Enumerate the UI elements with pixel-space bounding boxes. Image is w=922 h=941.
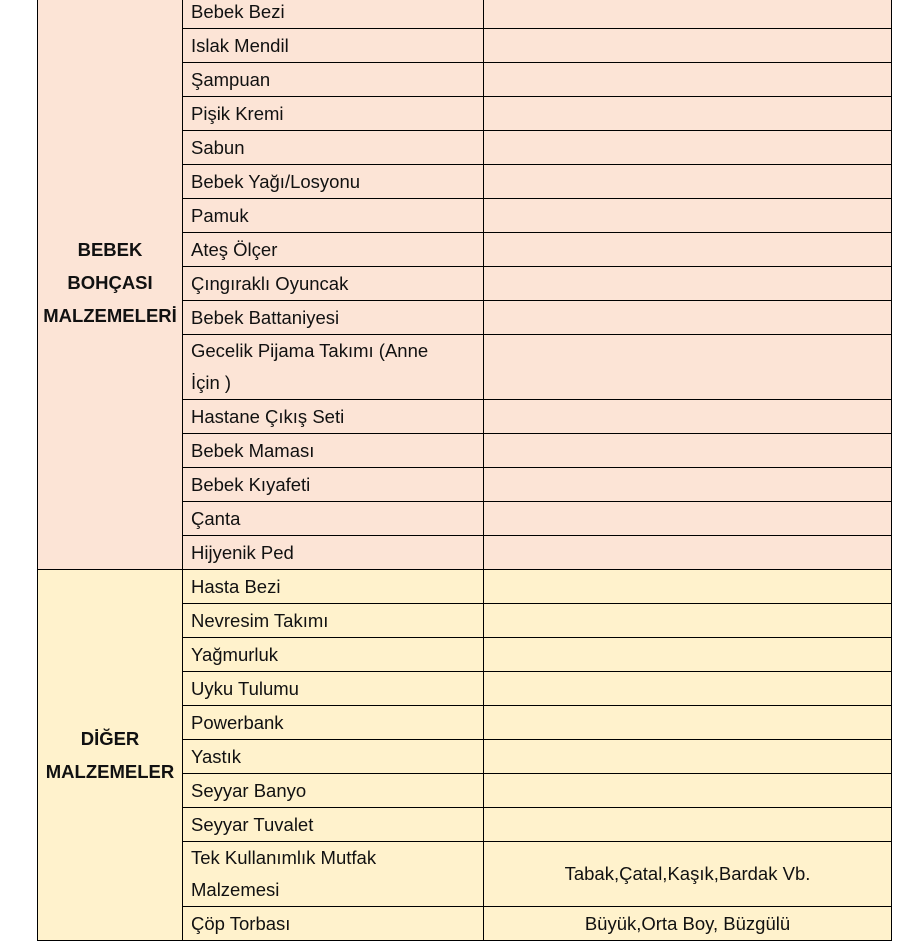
- item-note-cell[interactable]: [484, 165, 892, 199]
- item-name-cell: [183, 706, 484, 740]
- item-name-cell: [183, 400, 484, 434]
- item-note-cell[interactable]: [484, 468, 892, 502]
- item-note: Tabak,Çatal,Kaşık,Bardak Vb.: [564, 863, 811, 884]
- item-name: Pamuk: [191, 204, 249, 226]
- item-note-cell[interactable]: [484, 502, 892, 536]
- item-note-cell[interactable]: [484, 638, 892, 672]
- item-name-cell: [183, 335, 484, 400]
- item-name: Sabun: [191, 136, 245, 158]
- item-name-cell: [183, 233, 484, 267]
- item-name-cell: [183, 199, 484, 233]
- item-name-cell: [183, 97, 484, 131]
- item-note-cell[interactable]: [484, 0, 892, 29]
- item-name: Islak Mendil: [191, 34, 289, 56]
- item-name-cell: [183, 907, 484, 941]
- item-name: Seyyar Banyo: [191, 779, 307, 801]
- item-note-cell[interactable]: [484, 842, 892, 907]
- item-note-cell[interactable]: [484, 808, 892, 842]
- item-name-cell: [183, 131, 484, 165]
- item-name-cell: [183, 502, 484, 536]
- item-note-cell[interactable]: [484, 672, 892, 706]
- item-note-cell[interactable]: [484, 400, 892, 434]
- item-name-cell: [183, 570, 484, 604]
- category-cell: [38, 0, 183, 570]
- item-note-cell[interactable]: [484, 774, 892, 808]
- item-name-cell: [183, 468, 484, 502]
- item-note-cell[interactable]: [484, 335, 892, 400]
- supplies-table-body: [38, 0, 892, 941]
- item-name: Yastık: [191, 745, 242, 767]
- item-name-cell: [183, 808, 484, 842]
- item-note-cell[interactable]: [484, 131, 892, 165]
- item-name: Hijyenik Ped: [191, 541, 294, 563]
- category-label-line: MALZEMELER: [45, 761, 175, 782]
- table-row: [38, 0, 892, 29]
- item-name: Bebek Kıyafeti: [191, 473, 311, 495]
- item-name: Şampuan: [191, 68, 271, 90]
- item-name-cell: [183, 29, 484, 63]
- item-name-cell: [183, 301, 484, 335]
- item-note-cell[interactable]: [484, 536, 892, 570]
- item-name-cell: [183, 740, 484, 774]
- item-note-cell[interactable]: [484, 301, 892, 335]
- item-name-cell: [183, 0, 484, 29]
- item-note-cell[interactable]: [484, 604, 892, 638]
- item-name: Bebek Bezi: [191, 0, 285, 22]
- item-name: Çanta: [191, 507, 241, 529]
- item-note-cell[interactable]: [484, 199, 892, 233]
- item-name: Yağmurluk: [191, 643, 279, 665]
- item-note-cell[interactable]: [484, 233, 892, 267]
- item-note-cell[interactable]: [484, 907, 892, 941]
- item-note-cell[interactable]: [484, 570, 892, 604]
- category-label-line: BEBEK: [77, 238, 143, 260]
- item-note-cell[interactable]: [484, 267, 892, 301]
- item-name: Nevresim Takımı: [191, 609, 329, 631]
- item-note-cell[interactable]: [484, 97, 892, 131]
- item-name-cell: [183, 536, 484, 570]
- item-name: Gecelik Pijama Takımı (Anne İçin ): [191, 340, 429, 393]
- item-name-cell: [183, 604, 484, 638]
- item-note: Büyük,Orta Boy, Büzgülü: [584, 912, 791, 934]
- item-name-cell: [183, 774, 484, 808]
- supplies-table: [37, 0, 892, 941]
- item-name-cell: [183, 672, 484, 706]
- category-label-line: MALZEMELERİ: [43, 304, 177, 326]
- category-label-line: BOHÇASI: [67, 271, 153, 293]
- item-name: Tek Kullanımlık Mutfak Malzemesi: [191, 847, 377, 900]
- item-name-cell: [183, 267, 484, 301]
- item-name: Bebek Maması: [191, 439, 315, 461]
- item-name: Pişik Kremi: [191, 102, 284, 124]
- item-name: Hasta Bezi: [191, 575, 281, 597]
- item-note-cell[interactable]: [484, 434, 892, 468]
- item-name: Uyku Tulumu: [191, 677, 299, 699]
- item-name: Seyyar Tuvalet: [191, 813, 314, 835]
- item-name-cell: [183, 638, 484, 672]
- item-note-cell[interactable]: [484, 29, 892, 63]
- item-note-cell[interactable]: [484, 63, 892, 97]
- item-name: Ateş Ölçer: [191, 238, 278, 260]
- item-name: Powerbank: [191, 711, 284, 733]
- item-note-cell[interactable]: [484, 740, 892, 774]
- item-name: Çıngıraklı Oyuncak: [191, 272, 349, 294]
- item-name: Çöp Torbası: [191, 912, 291, 934]
- item-name-cell: [183, 842, 484, 907]
- category-label-line: DİĞER: [80, 728, 140, 749]
- category-cell: [38, 570, 183, 941]
- item-name-cell: [183, 165, 484, 199]
- item-note-cell[interactable]: [484, 706, 892, 740]
- item-name-cell: [183, 63, 484, 97]
- table-row: [38, 570, 892, 604]
- item-name: Hastane Çıkış Seti: [191, 405, 345, 427]
- item-name: Bebek Battaniyesi: [191, 306, 340, 328]
- item-name: Bebek Yağı/Losyonu: [191, 170, 361, 192]
- item-name-cell: [183, 434, 484, 468]
